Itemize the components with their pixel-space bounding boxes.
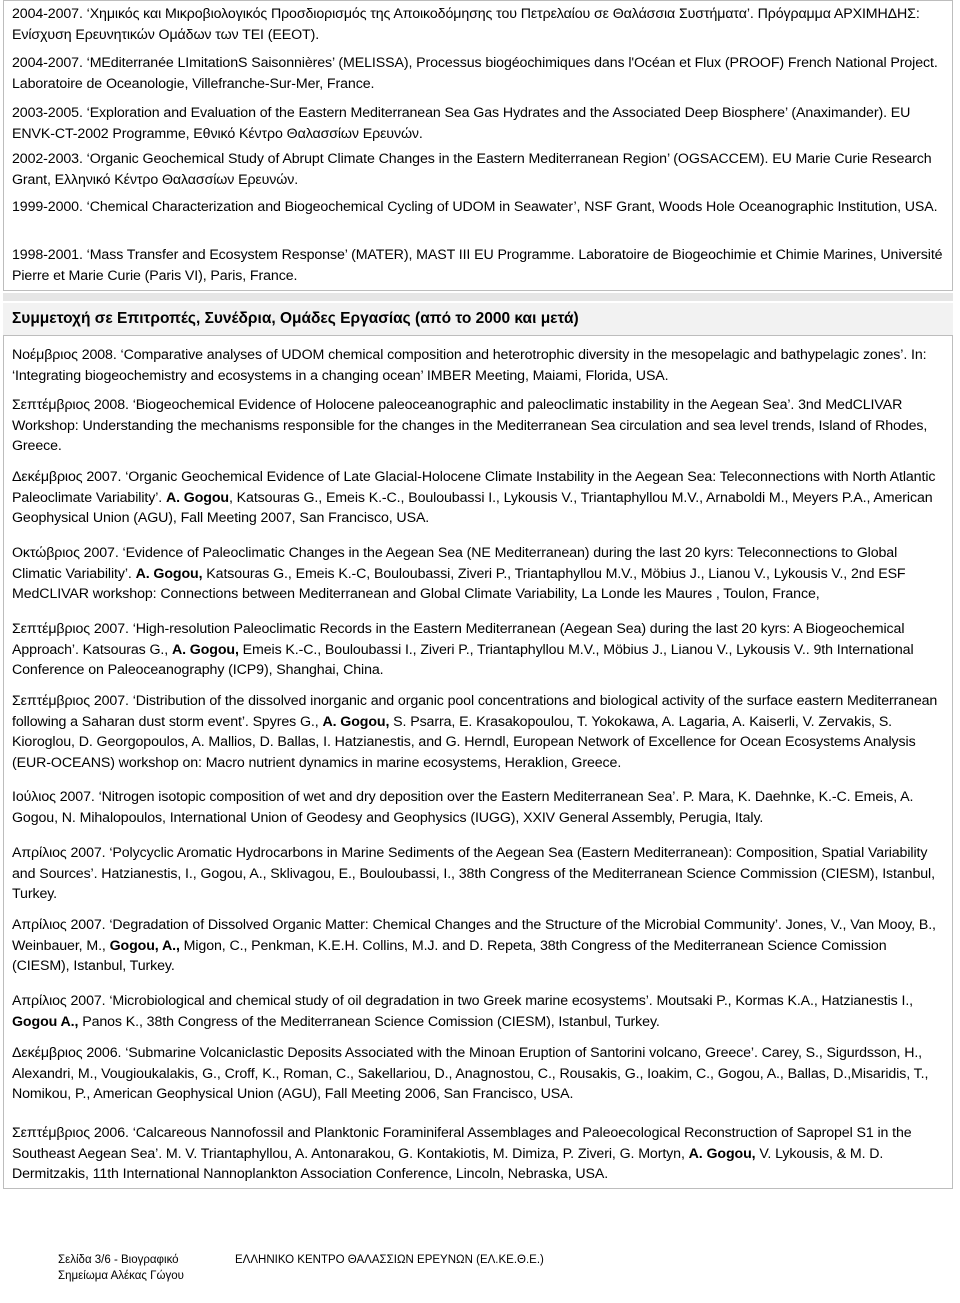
conference-entry: Σεπτέμβριος 2007. ‘High-resolution Paleoclimatic Records in the Eastern Mediterranean (Aegean Sea) during the last 20 kyrs: A Biogeochemical Approach’. Katsouras G., A. Gogou, Emeis K.-C., Bouloubassi I., Ziveri P., Triantaphyllou M.V., Möbius J., Lianou V., Lykousis V.. 9th International Conference on Paleoceanography (ICP9), Shanghai, China.	[12, 621, 914, 679]
section-divider	[3, 293, 953, 301]
footer-page-info: Σελίδα 3/6 - Βιογραφικό Σημείωμα Αλέκας Γώγου	[58, 1254, 184, 1282]
project-entry: 1999-2000. ‘Chemical Characterization and Biogeochemical Cycling of UDOM in Seawater’, NSF Grant, Woods Hole Oceanographic Institution, USA.	[12, 199, 938, 215]
footer-institution: ΕΛΛΗΝΙΚΟ ΚΕΝΤΡΟ ΘΑΛΑΣΣΙΩΝ ΕΡΕΥΝΩΝ (ΕΛ.ΚΕ.Θ.Ε.)	[235, 1254, 544, 1266]
conference-entry: Απρίλιος 2007. ‘Microbiological and chemical study of oil degradation in two Greek marine ecosystems’. Moutsaki P., Kormas K.A., Hatzianestis I., Gogou A., Panos K., 38th Congress of the Mediterranean Science Comission (CIESM), Istanbul, Turkey.	[12, 993, 914, 1030]
project-entry: 2004-2007. ‘Χημικός και Μικροβιολογικός Προσδιορισμός της Αποικοδόμησης του Πετρελαίου σε Θαλάσσια Συστήματα’. Πρόγραμμα ΑΡΧΙΜΗΔΗΣ: Ενίσχυση Ερευνητικών Ομάδων των ΤΕΙ (ΕΕΟΤ).	[12, 6, 920, 43]
project-entry: 2003-2005. ‘Exploration and Evaluation of the Eastern Mediterranean Sea Gas Hydrates and the Associated Deep Biosphere’ (Anaximander). EU ENVK-CT-2002 Programme, Εθνικό Κέντρο Θαλασσίων Ερευνών.	[12, 105, 911, 142]
project-entry: 2004-2007. ‘MEditerranée LImitationS Saisonnières’ (MELISSA), Processus biogéochimiques dans l'Océan et Flux (PROOF) French National Project. Laboratoire de Oceanologie, Villefranche-Sur-Mer, France.	[12, 55, 938, 92]
project-entry: 1998-2001. ‘Mass Transfer and Ecosystem Response’ (MATER), MAST III EU Programme. Laboratoire de Biogeochimie et Chimie Marines, Université Pierre et Marie Curie (Paris VI), Paris, France.	[12, 247, 943, 284]
conference-entry: Απρίλιος 2007. ‘Polycyclic Aromatic Hydrocarbons in Marine Sediments of the Aegean Sea (Eastern Mediterranean): Composition, Spatial Variability and Sources’. Hatzianestis, I., Gogou, A., Sklivagou, E., Bouloubassi, I., 38th Congress of the Mediterranean Science Commission (CIESM), Istanbul, Turkey.	[12, 845, 935, 903]
conference-entry: Σεπτέμβριος 2008. ‘Biogeochemical Evidence of Holocene paleoceanographic and paleoclimatic instability in the Aegean Sea’. 3nd MedCLIVAR Workshop: Understanding the mechanisms responsible for the changes in the Mediterranean Sea circulation and sea level trends, Island of Rhodes, Greece.	[12, 397, 928, 455]
conference-entry: Ιούλιος 2007. ‘Nitrogen isotopic composition of wet and dry deposition over the Eastern Mediterranean Sea’. P. Mara, K. Daehnke, K.-C. Emeis, A. Gogou, N. Mihalopoulos, International Union of Geodesy and Geophysics (IUGG), XXIV General Assembly, Perugia, Italy.	[12, 789, 914, 826]
conference-entry: Δεκέμβριος 2006. ‘Submarine Volcaniclastic Deposits Associated with the Minoan Eruption of Santorini volcano, Greece’. Carey, S., Sigurdsson, H., Alexandri, M., Vougioukalakis, G., Croff, K., Roman, C., Sakellariou, D., Anagnostou, C., Rousakis, G., Ioakim, C., Gogou, A., Ballas, D.,Misaridis, T., Nomikou, P., American Geophysical Union (AGU), Fall Meeting 2006, San Francisco, USA.	[12, 1045, 929, 1103]
project-entry: 2002-2003. ‘Organic Geochemical Study of Abrupt Climate Changes in the Eastern Mediterranean Region’ (OGSACCEM). EU Marie Curie Research Grant, Ελληνικό Κέντρο Θαλασσίων Ερευνών.	[12, 151, 932, 188]
conference-entry: Οκτώβριος 2007. ‘Evidence of Paleoclimatic Changes in the Aegean Sea (NE Mediterranean) during the last 20 kyrs: Teleconnections to Global Climatic Variability’. A. Gogou, Katsouras G., Emeis K.-C, Bouloubassi, Ziveri P., Triantaphyllou M.V., Möbius J., Lianou V., Lykousis V., 2nd ESF MedCLIVAR workshop: Connections between Mediterranean and Global Climate Variability, La Londe les Maures , Toulon, France,	[12, 545, 906, 603]
conference-entry: Σεπτέμβριος 2006. ‘Calcareous Nannofossil and Planktonic Foraminiferal Assemblages and Paleoecological Reconstruction of Sapropel S1 in the Southeast Aegean Sea’. M. V. Triantaphyllou, A. Antonarakou, G. Kontakiotis, M. Dimiza, P. Ziveri, G. Mortyn, A. Gogou, V. Lykousis, & M. D. Dermitzakis, 11th International Nannoplankton Association Conference, Lincoln, Nebraska, USA.	[12, 1125, 912, 1183]
section-heading: Συμμετοχή σε Επιτροπές, Συνέδρια, Ομάδες Εργασίας (από το 2000 και μετά)	[3, 303, 953, 335]
conference-entry: Απρίλιος 2007. ‘Degradation of Dissolved Organic Matter: Chemical Changes and the Structure of the Microbial Community’. Jones, V., Van Mooy, B., Weinbauer, M., Gogou, A., Migon, C., Penkman, K.E.H. Collins, M.J. and D. Repeta, 38th Congress of the Mediterranean Science Comission (CIESM), Istanbul, Turkey.	[12, 917, 936, 975]
conference-entry: Δεκέμβριος 2007. ‘Organic Geochemical Evidence of Late Glacial-Holocene Climate Instability in the Aegean Sea: Teleconnections with North Atlantic Paleoclimate Variability’. A. Gogou, Katsouras G., Emeis K.-C., Bouloubassi I., Lykousis V., Triantaphyllou M.V., Arnaboldi M., Meyers P.A., American Geophysical Union (AGU), Fall Meeting 2007, San Francisco, USA.	[12, 469, 936, 527]
conference-entry: Νοέμβριος 2008. ‘Comparative analyses of UDOM chemical composition and heterotrophic diversity in the mesopelagic and bathypelagic zones’. In: ‘Integrating biogeochemistry and ecosystems in a changing ocean’ IMBER Meeting, Maiami, Florida, USA.	[12, 347, 927, 384]
conference-entry: Σεπτέμβριος 2007. ‘Distribution of the dissolved inorganic and organic pool concentrations and biological activity of the surface eastern Mediterranean following a Saharan dust storm event’. Spyres G., A. Gogou, S. Psarra, E. Krasakopoulou, T. Yokokawa, A. Lagaria, A. Kaiserli, V. Zervakis, S. Kioroglou, D. Georgopoulos, A. Mallios, D. Ballas, I. Hatzianestis, and G. Herndl, European Network of Excellence for Ocean Ecosystems Analysis (EUR-OCEANS) workshop on: Macro nutrient dynamics in marine ecosystems, Heraklion, Greece.	[12, 693, 938, 771]
